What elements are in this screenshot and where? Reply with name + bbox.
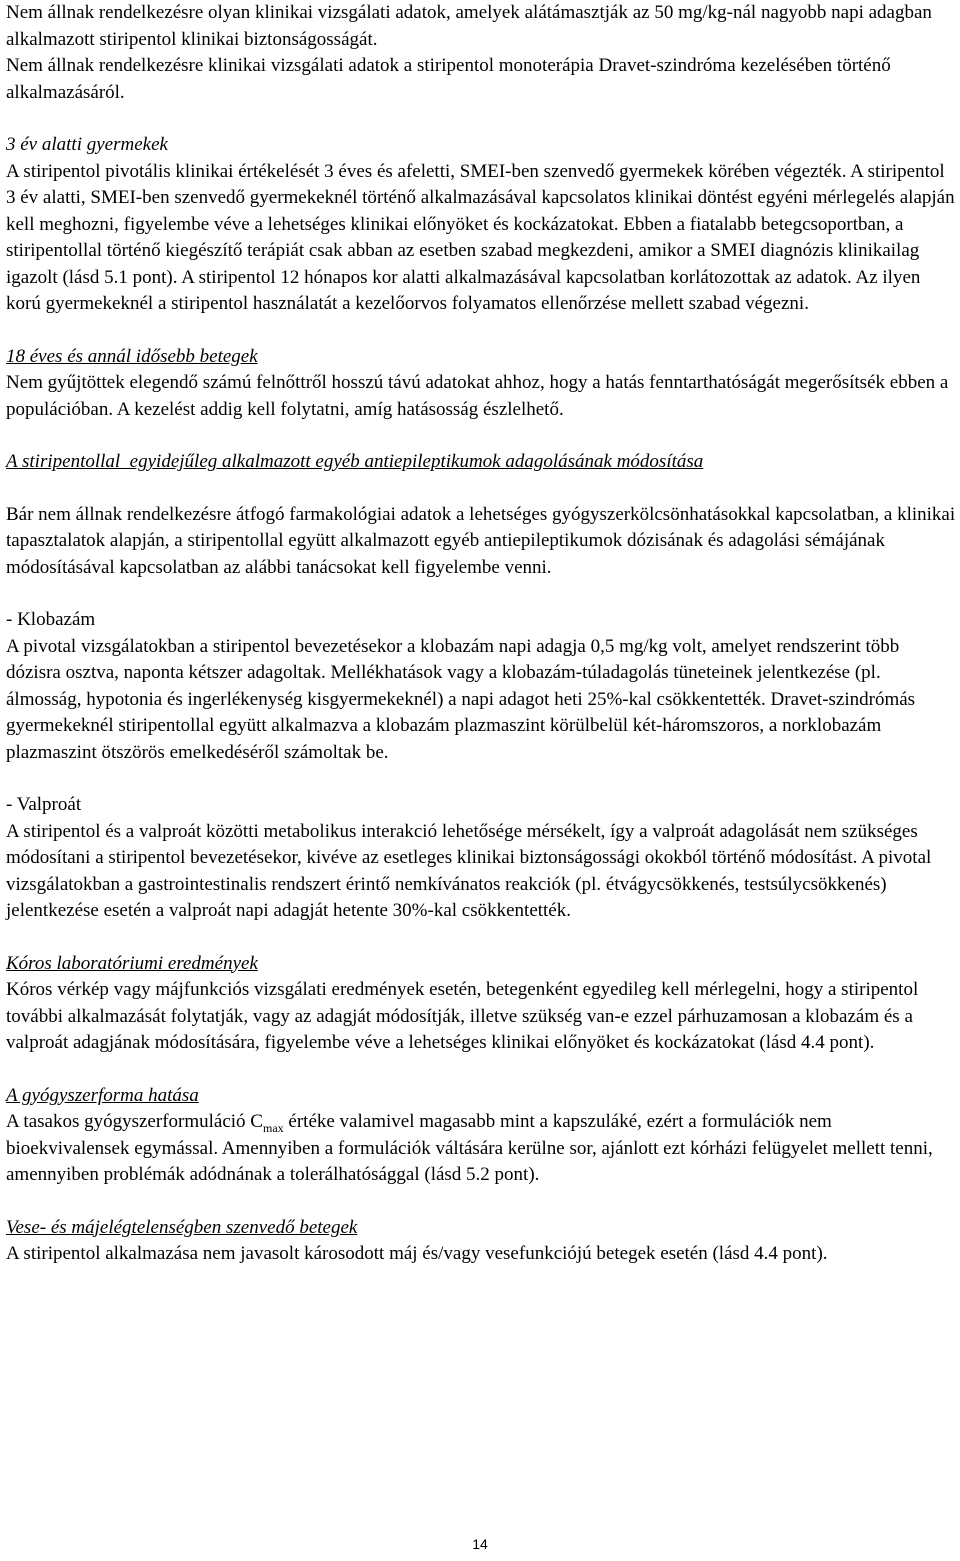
clobazam-heading: - Klobazám [6, 609, 96, 630]
formulation-heading: A gyógyszerforma hatása [6, 1084, 199, 1106]
dose-adjust-heading: A stiripentollal egyidejűleg alkalmazott egyéb antiepileptikumok adagolásának módosítása [6, 451, 704, 472]
valproate-heading: - Valproát [6, 794, 82, 815]
renal-heading: Vese- és májelégtelenségben szenvedő betegek [6, 1216, 358, 1238]
dose-adjust-body: Bár nem állnak rendelkezésre átfogó farmakológiai adatok a lehetséges gyógyszerkölcsönhatásokkal kapcsolatban, a klinikai tapasztalatok alapján, a stiripentollal együtt alkalmazott egyéb antiepileptikumok dózisának és adagolási sémájának módosításával kapcsolatban az alábbi tanácsokat kell figyelembe venni. [6, 503, 956, 578]
lab-body: Kóros vérkép vagy májfunkciós vizsgálati eredmények esetén, betegenként egyedileg kell mérlegelni, hogy a stiripentol további alkalmazását folytatják, vagy az adagját módosítják, illetve szükség van-e ezzel párhuzamosan a klobazám és a valproát adagjának módosítására, figyelembe véve a lehetséges klinikai előnyöket és kockázatokat (lásd 4.4 pont). [6, 979, 919, 1053]
cmax-subscript: max [262, 1120, 284, 1135]
page-number: 14 [472, 1536, 488, 1552]
renal-body: A stiripentol alkalmazása nem javasolt károsodott máj és/vagy vesefunkciójú betegek esetén (lásd 4.4 pont). [6, 1243, 828, 1264]
clobazam-body: A pivotal vizsgálatokban a stiripentol bevezetésekor a klobazám napi adagja 0,5 mg/kg volt, amelyet rendszerint több dózisra osztva, naponta kétszer adagoltak. Mellékhatások vagy a klobazám-túladagolás tüneteinek jelentkezése (pl. álmosság, hypotonia és ingerlékenység kisgyermekeknél) a napi adagot heti 25%-kal csökkentették. Dravet-szindrómás gyermekeknél stiripentollal együtt alkalmazva a klobazám plazmaszint körülbelül két-háromszoros, a norklobazám plazmaszint ötszörös emelkedéséről számoltak be. [6, 635, 916, 763]
formulation-body-start: A tasakos gyógyszerformuláció C [6, 1111, 263, 1132]
under3-heading: 3 év alatti gyermekek [6, 134, 168, 155]
intro-paragraph-2: Nem állnak rendelkezésre klinikai vizsgálati adatok a stiripentol monoterápia Dravet-szindróma kezelésében történő alkalmazásáról. [6, 55, 891, 103]
under3-body: A stiripentol pivotális klinikai értékelését 3 éves és afeletti, SMEI-ben szenvedő gyermekek körében végezték. A stiripentol 3 év alatti, SMEI-ben szenvedő gyermekeknél történő alkalmazásával kapcsolatos klinikai döntést egyéni mérlegelés alapján kell meghozni, figyelembe véve a lehetséges klinikai előnyöket és kockázatokat. Ebben a fiatalabb betegcsoportban, a stiripentollal történő kiegészítő terápiát csak abban az esetben szabad megkezdeni, amikor a SMEI diagnózis klinikailag igazolt (lásd 5.1 pont). A stiripentol 12 hónapos kor alatti alkalmazásával kapcsolatban korlátozottak az adatok. Az ilyen korú gyermekeknél a stiripentol használatát a kezelőorvos folyamatos ellenőrzése mellett szabad végezni. [6, 160, 955, 314]
intro-paragraph-1: Nem állnak rendelkezésre olyan klinikai vizsgálati adatok, amelyek alátámasztják az 50 mg/kg-nál nagyobb napi adagban alkalmazott stiripentol klinikai biztonságosságát. [6, 2, 932, 50]
formulation-body-end: értéke valamivel magasabb mint a kapszuláké, ezért a formulációk nem bioekvivalensek egymással. Amennyiben a formulációk váltására kerülne sor, ajánlott ezt kórházi felügyelet mellett tenni, amennyiben problémák adódnának a tolerálhatósággal (lásd 5.2 pont). [6, 1111, 933, 1185]
formulation-body [6, 1109, 956, 1189]
lab-heading: Kóros laboratóriumi eredmények [6, 952, 258, 974]
adults-body: Nem gyűjtöttek elegendő számú felnőttről hosszú távú adatokat ahhoz, hogy a hatás fenntarthatóságát megerősítsék ebben a populációban. A kezelést addig kell folytatni, amíg hatásosság észlelhető. [6, 372, 949, 420]
valproate-body: A stiripentol és a valproát közötti metabolikus interakció lehetősége mérsékelt, így a valproát adagolását nem szükséges módosítani a stiripentol bevezetésekor, kivéve az esetleges klinikai biztonságossági okokból történő módosítást. A pivotal vizsgálatokban a gastrointestinalis rendszert érintő nemkívánatos reakciók (pl. étvágycsökkenés, testsúlycsökkenés) jelentkezése esetén a valproát napi adagját hetente 30%-kal csökkentették. [6, 820, 932, 921]
document-page [6, 0, 956, 1268]
adults-heading: 18 éves és annál idősebb betegek [6, 345, 258, 367]
